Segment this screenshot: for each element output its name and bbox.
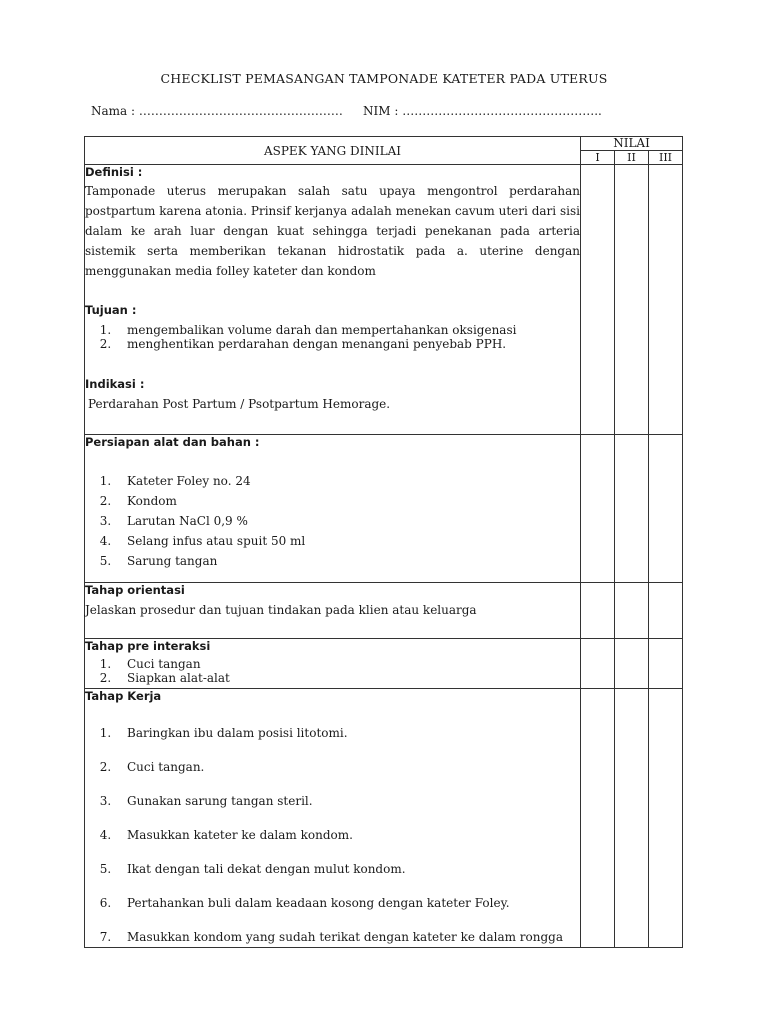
row-definisi [85, 165, 683, 435]
indikasi-heading: Indikasi : [85, 377, 145, 391]
tujuan-item: 2. menghentikan perdarahan dengan menangani penyebab PPH. [115, 337, 580, 351]
persiapan-item: 4. Selang infus atau spuit 50 ml [115, 531, 580, 551]
persiapan-item: 1. Kateter Foley no. 24 [115, 471, 580, 491]
preinteraksi-heading: Tahap pre interaksi [85, 639, 211, 653]
orientasi-heading: Tahap orientasi [85, 583, 185, 597]
score-cell-2[interactable] [615, 165, 649, 435]
score-cell-3[interactable] [649, 165, 683, 435]
kerja-item: 3. Gunakan sarung tangan steril. [115, 791, 580, 811]
indikasi-text: Perdarahan Post Partum / Psotpartum Hemorage. [88, 397, 391, 411]
document-title: CHECKLIST PEMASANGAN TAMPONADE KATETER PADA UTERUS [160, 71, 608, 86]
score-cell-2[interactable] [615, 689, 649, 948]
header-nilai: NILAI [581, 137, 683, 151]
kerja-item: 2. Cuci tangan. [115, 757, 580, 777]
row-persiapan [85, 435, 683, 583]
tujuan-heading: Tujuan : [85, 303, 137, 317]
header-nilai-3: III [649, 151, 683, 165]
persiapan-item: 5. Sarung tangan [115, 551, 580, 571]
header-nilai-1: I [581, 151, 615, 165]
score-cell-2[interactable] [615, 639, 649, 689]
score-cell-3[interactable] [649, 435, 683, 583]
nim-field-line: NIM : ………………………………………….. [363, 104, 602, 118]
score-cell-3[interactable] [649, 689, 683, 948]
orientasi-text: Jelaskan prosedur dan tujuan tindakan pada klien atau keluarga [85, 603, 477, 617]
kerja-list [85, 723, 580, 947]
row-orientasi [85, 583, 683, 639]
kerja-item: 4. Masukkan kateter ke dalam kondom. [115, 825, 580, 845]
persiapan-list [85, 471, 580, 571]
preinteraksi-item: 2. Siapkan alat-alat [115, 671, 580, 685]
header-nilai-2: II [615, 151, 649, 165]
persiapan-heading: Persiapan alat dan bahan : [85, 435, 260, 449]
score-cell-2[interactable] [615, 435, 649, 583]
score-cell-1[interactable] [581, 435, 615, 583]
row-preinteraksi [85, 639, 683, 689]
kerja-item: 7. Masukkan kondom yang sudah terikat dengan kateter ke dalam rongga [115, 927, 580, 947]
kerja-item: 1. Baringkan ibu dalam posisi litotomi. [115, 723, 580, 743]
score-cell-1[interactable] [581, 583, 615, 639]
preinteraksi-item: 1. Cuci tangan [115, 657, 580, 671]
tujuan-item: 1. mengembalikan volume darah dan mempertahankan oksigenasi [115, 323, 580, 337]
tujuan-list [85, 323, 580, 351]
persiapan-item: 3. Larutan NaCl 0,9 % [115, 511, 580, 531]
preinteraksi-list [85, 657, 580, 685]
score-cell-3[interactable] [649, 639, 683, 689]
definisi-text: Tamponade uterus merupakan salah satu upaya mengontrol perdarahan postpartum karena atonia. Prinsif kerjanya adalah menekan cavum uteri dari sisi dalam ke arah luar dengan kuat sehingga terjadi penekanan pada arteria sistemik serta memberikan tekanan hidrostatik pada a. uterine dengan menggunakan media folley kateter dan kondom [85, 184, 580, 278]
kerja-heading: Tahap Kerja [85, 689, 162, 703]
persiapan-item: 2. Kondom [115, 491, 580, 511]
kerja-item: 5. Ikat dengan tali dekat dengan mulut kondom. [115, 859, 580, 879]
score-cell-1[interactable] [581, 689, 615, 948]
score-cell-1[interactable] [581, 165, 615, 435]
checklist-table [84, 136, 683, 948]
header-aspek: ASPEK YANG DINILAI [85, 137, 581, 165]
kerja-item: 6. Pertahankan buli dalam keadaan kosong dengan kateter Foley. [115, 893, 580, 913]
score-cell-2[interactable] [615, 583, 649, 639]
definisi-heading: Definisi : [85, 165, 143, 179]
name-field-line: Nama : …………………………………………… [91, 104, 343, 118]
score-cell-1[interactable] [581, 639, 615, 689]
row-kerja [85, 689, 683, 948]
score-cell-3[interactable] [649, 583, 683, 639]
